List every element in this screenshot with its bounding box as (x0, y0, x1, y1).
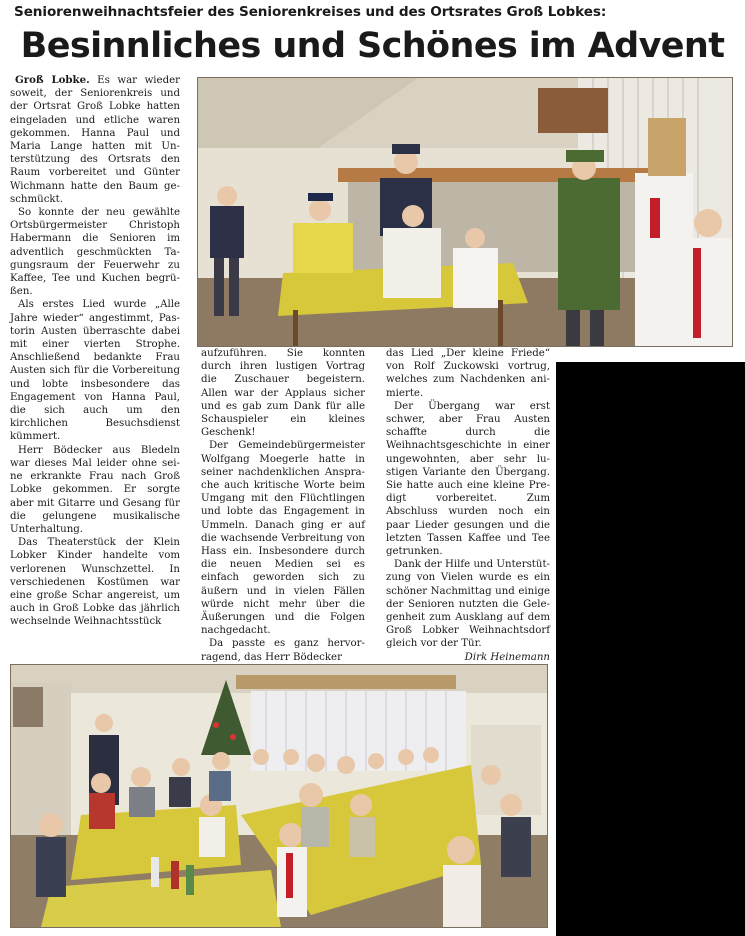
article-column-3 (386, 347, 550, 664)
paragraph: Das Theaterstück der Klein Lobker Kinder handelte vom verlorenen Wunschzettel. In verschiedenen Kostümen war eine große Schar angereist, um auch in Groß Lobke das jährlich wechselnde Weihnachtsstück (10, 537, 180, 628)
paragraph: So konnte der neu gewählte Ortsbürgermeister Christoph Habermann die Senioren im adventlich geschmückten Tagungsraum der Feuerwehr zu Kaffee, Tee und Kuchen begrüßen. (10, 207, 180, 298)
paragraph: Herr Bödecker aus Bledeln war dieses Mal leider ohne seine erkrankte Frau nach Groß Lobke gekommen. Er sorgte aber mit Gitarre und Gesang für die gelungene musikalische Unterhaltung. (10, 444, 180, 535)
seniors-photo (10, 664, 548, 928)
paragraph: Der Übergang war erst schwer, aber Frau Austen schaffte durch die Weihnachtsgeschichte in einer ungewohnten, aber sehr lustigen Variante den Übergang. Sie hatte auch eine kleine Predigt vorbereitet. Zum Abschluss wurden noch ein paar Lieder gesungen und die letzten Tassen Kaffee und Tee getrunken. (386, 400, 550, 558)
seniors-photo-image (11, 665, 547, 927)
dateline: Groß Lobke. (15, 74, 90, 86)
article-kicker: Seniorenweihnachtsfeier des Seniorenkreises und des Ortsrates Groß Lobkes: (14, 4, 607, 20)
theatre-photo (197, 77, 733, 347)
paragraph (10, 74, 180, 206)
paragraph: Dank der Hilfe und Unterstützung von Vielen wurde es ein schöner Nachmittag und einige der Senioren nutzten die Gelegenheit zum Ausklang auf dem Groß Lobker Weihnachtsdorf gleich vor der Tür. (386, 559, 550, 650)
article-headline: Besinnliches und Schönes im Advent (20, 26, 725, 66)
article-column-1 (10, 74, 180, 629)
paragraph: Da passte es ganz hervorragend, das Herr Bödecker (201, 638, 365, 663)
paragraph: Als erstes Lied wurde „Alle Jahre wieder“ angestimmt, Pas-torin Austen überraschte dabei mit einer vierten Strophe. Anschließend bedankte Frau Austen sich für die Vorbereitung und lobte insbesondere das Engagement von Hanna Paul, die sich auch um den kirchlichen Besuchsdienst kümmert. (10, 299, 180, 443)
theatre-photo-image (198, 78, 732, 346)
black-block (556, 362, 745, 936)
paragraph-text: Es war wieder soweit, der Seniorenkreis und der Ortsrat Groß Lobke hatten eingeladen und etliche waren gekommen. Hanna Paul und Maria Lange hatten mit Unterstützung des Ortsrats den Raum vorbereitet und Günter Wichmann hatte den Baum geschmückt. (10, 75, 180, 205)
paragraph: aufzuführen. Sie konnten durch ihren lustigen Vortrag die Zuschauer begeistern. Allen war der Applaus sicher und es gab zum Dank für alle Schauspieler ein kleines Geschenk! (201, 348, 365, 439)
article-author: Dirk Heinemann (464, 651, 550, 663)
article-column-2 (201, 347, 365, 664)
paragraph: das Lied „Der kleine Friede“ von Rolf Zuckowski vortrug, welches zum Nachdenken animierte. (386, 348, 550, 399)
paragraph: Der Gemeindebürgermeister Wolfgang Moegerle hatte in seiner nachdenklichen Ansprache auch kritische Worte beim Umgang mit den Flüchtlingen und lobte das Engagement in Ummeln. Danach ging er auf die wachsende Verbreitung von Hass ein. Insbesondere durch die neuen Medien sei es einfach geworden sich zu äußern und in vielen Fällen würde nicht mehr über die Äußerungen und die Folgen nachgedacht. (201, 440, 365, 637)
